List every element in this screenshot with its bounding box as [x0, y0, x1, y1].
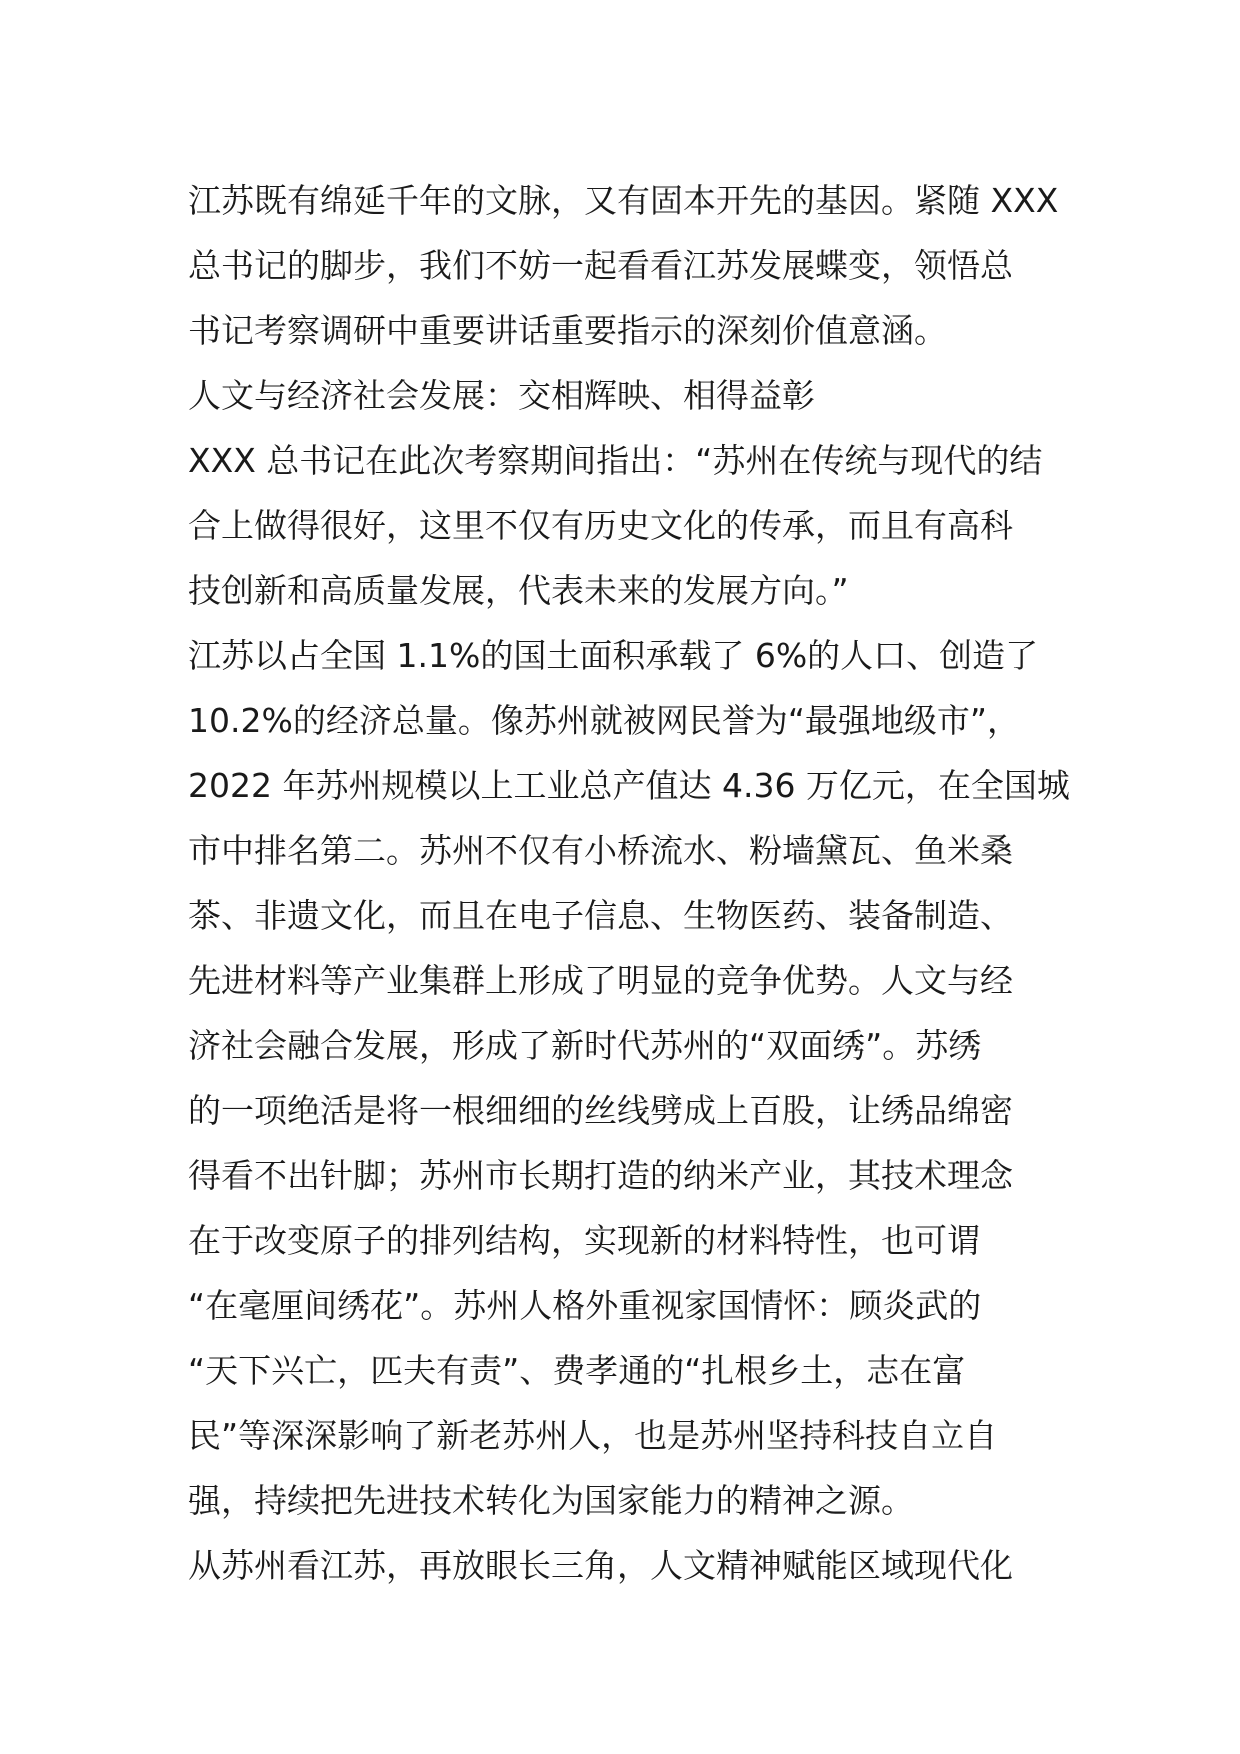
- text-line: 茶、非遗文化，而且在电子信息、生物医药、装备制造、: [188, 896, 1013, 935]
- text-line: 总书记的脚步，我们不妨一起看看江苏发展蝶变，领悟总: [188, 246, 1013, 285]
- text-line: “在毫厘间绣花”。苏州人格外重视家国情怀：顾炎武的: [188, 1286, 982, 1325]
- text-line: 10.2%的经济总量。像苏州就被网民誉为“最强地级市”，: [188, 701, 1021, 740]
- text-line: 江苏以占全国 1.1%的国土面积承载了 6%的人口、创造了: [188, 636, 1039, 675]
- text-line: XXX 总书记在此次考察期间指出：“苏州在传统与现代的结: [188, 441, 1043, 480]
- text-line: 2022 年苏州规模以上工业总产值达 4.36 万亿元，在全国城: [188, 766, 1070, 805]
- text-line: 得看不出针脚；苏州市长期打造的纳米产业，其技术理念: [188, 1156, 1013, 1195]
- text-line: “天下兴亡，匹夫有责”、费孝通的“扎根乡土，志在富: [188, 1351, 966, 1390]
- document-body: [188, 168, 1068, 1598]
- text-line: 先进材料等产业集群上形成了明显的竞争优势。人文与经: [188, 961, 1013, 1000]
- text-line: 合上做得很好，这里不仅有历史文化的传承，而且有高科: [188, 506, 1013, 545]
- text-line: 民”等深深影响了新老苏州人，也是苏州坚持科技自立自: [188, 1416, 998, 1455]
- text-line: 强，持续把先进技术转化为国家能力的精神之源。: [188, 1481, 914, 1520]
- text-line: 江苏既有绵延千年的文脉，又有固本开先的基因。紧随 XXX: [188, 181, 1059, 220]
- text-line: 从苏州看江苏，再放眼长三角，人文精神赋能区域现代化: [188, 1546, 1013, 1585]
- text-line: 在于改变原子的排列结构，实现新的材料特性，也可谓: [188, 1221, 980, 1260]
- text-line: 的一项绝活是将一根细细的丝线劈成上百股，让绣品绵密: [188, 1091, 1013, 1130]
- text-line: 济社会融合发展，形成了新时代苏州的“双面绣”。苏绣: [188, 1026, 982, 1065]
- text-line: 市中排名第二。苏州不仅有小桥流水、粉墙黛瓦、鱼米桑: [188, 831, 1013, 870]
- text-line: 技创新和高质量发展，代表未来的发展方向。”: [188, 571, 849, 610]
- text-line: 书记考察调研中重要讲话重要指示的深刻价值意涵。: [188, 311, 947, 350]
- section-heading: 人文与经济社会发展：交相辉映、相得益彰: [188, 376, 815, 415]
